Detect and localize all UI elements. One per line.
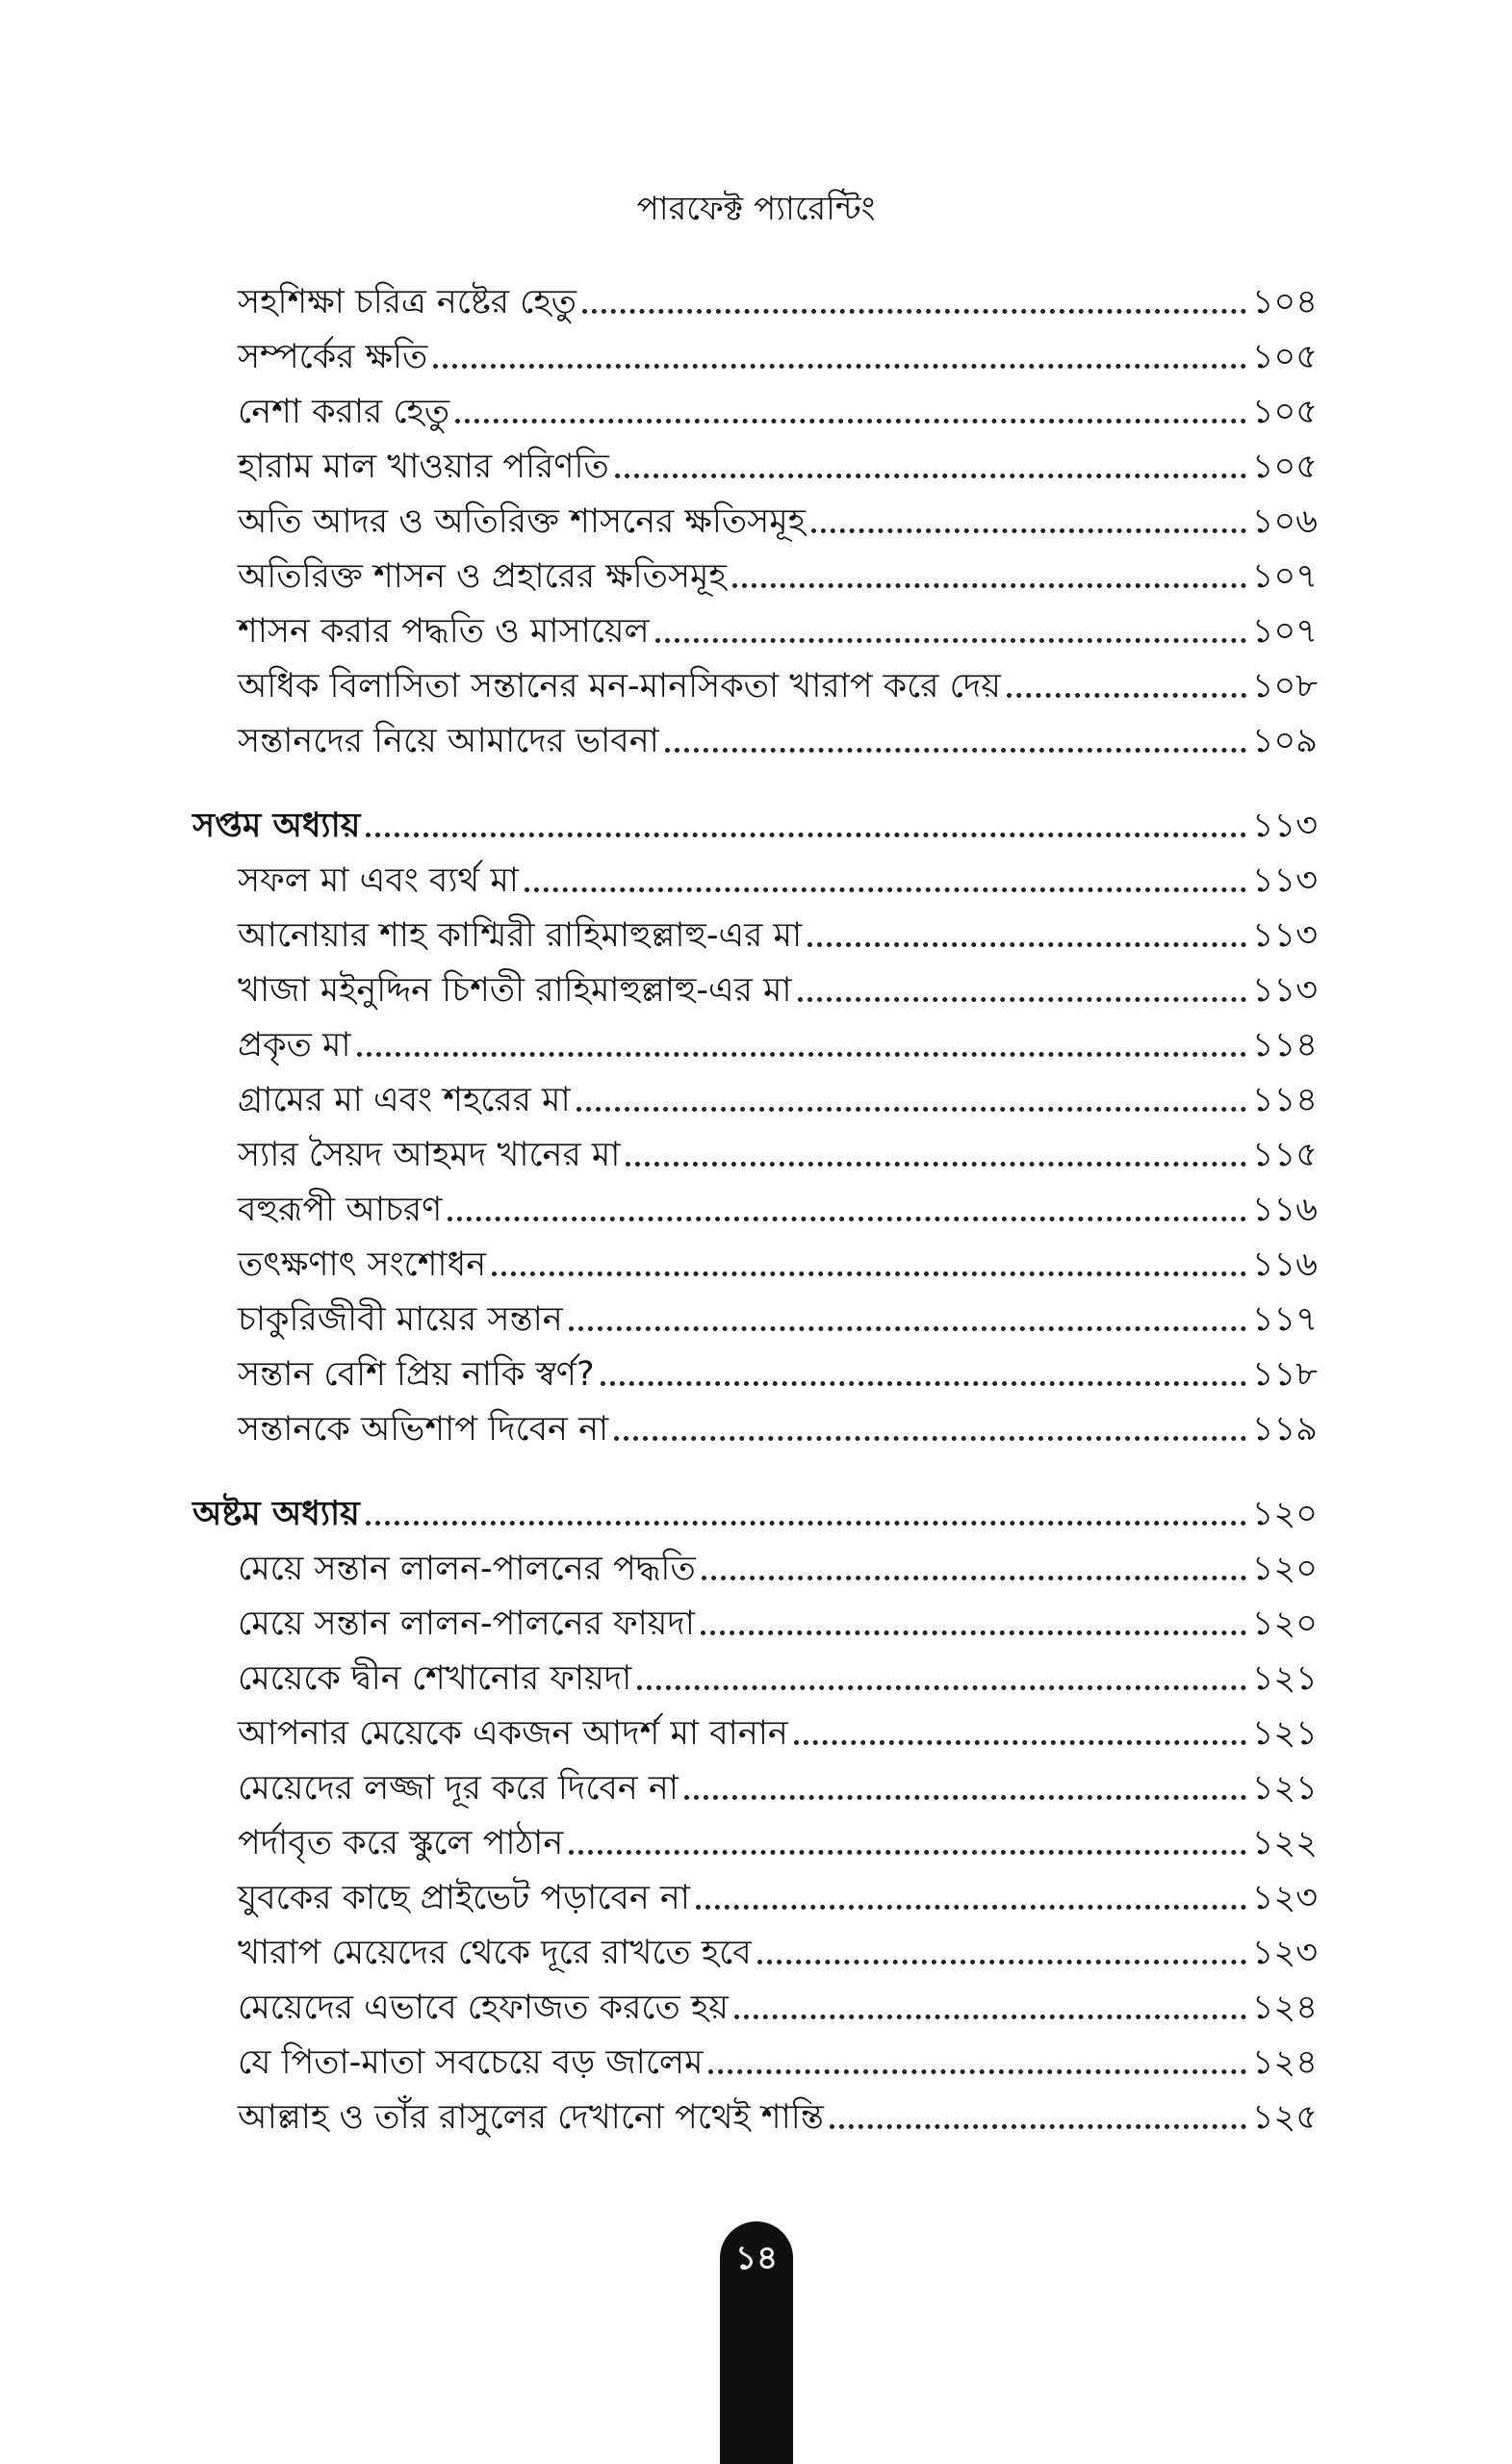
toc-entry-page: ১০৮ [1251,667,1318,706]
toc-entry-title: সন্তানকে অভিশাপ দিবেন না [238,1410,609,1449]
toc-entry [238,1343,1318,1398]
toc-entry-title: অতি আদর ও অতিরিক্ত শাসনের ক্ষতিসমূহ [238,502,807,541]
toc-entry-title: প্রকৃত মা [238,1026,351,1065]
dot-leader [684,1795,1246,1800]
toc-entry-title: মেয়ে সন্তান লালন-পালনের ফায়দা [238,1604,695,1643]
toc-entry-page: ১১৫ [1251,1136,1318,1174]
toc-entry-title: অষ্টম অধ্যায় [192,1495,360,1533]
toc-entry-title: সন্তানদের নিয়ে আমাদের ভাবনা [238,722,659,760]
toc-entry [238,1537,1318,1592]
toc-entry [238,959,1318,1014]
dot-leader [665,748,1246,753]
toc-entry [238,849,1318,904]
page-number-tab [720,2221,793,2464]
dot-leader [655,638,1246,643]
toc-entry-page: ১২০ [1251,1604,1318,1643]
toc-entry-page: ১২১ [1251,1714,1318,1753]
toc-entry [238,1811,1318,1866]
dot-leader [830,2124,1246,2129]
toc-entry-title: গ্রামের মা এবং শহরের মা [238,1081,571,1119]
dot-leader [626,1162,1245,1167]
dot-leader [696,1905,1246,1910]
toc-entry [238,1178,1318,1233]
toc-entry-page: ১২১ [1251,1769,1318,1808]
dot-leader [615,474,1246,478]
toc-entry-title: সন্তান বেশি প্রিয় নাকি স্বর্ণ? [238,1355,595,1394]
toc-entry-page: ১১৬ [1251,1191,1318,1229]
toc-entry-page: ১১৩ [1251,916,1318,955]
dot-leader [798,997,1246,1002]
dot-leader [732,583,1246,588]
toc-entry-title: সম্পর্কের ক্ষতি [238,338,428,376]
dot-leader [701,1630,1246,1635]
toc-entry-page: ১১৪ [1251,1081,1318,1119]
toc-entry-page: ১০৫ [1251,338,1318,376]
dot-leader [577,1107,1246,1112]
toc-entry-title: চাকুরিজীবী মায়ের সন্তান [238,1300,563,1339]
toc-entry-title: মেয়েকে দ্বীন শেখানোর ফায়দা [238,1659,632,1698]
toc-entry-page: ১১৩ [1251,971,1318,1010]
toc-entry-title: সপ্তম অধ্যায় [192,807,361,845]
toc-entry [238,1921,1318,1976]
toc-entry [238,270,1318,325]
dot-leader [366,833,1245,837]
toc-entry-page: ১২৫ [1251,2098,1318,2137]
dot-leader [637,1685,1246,1690]
toc-entry [238,545,1318,600]
toc-entry-page: ১০৯ [1251,722,1318,760]
toc-entry-title: যে পিতা-মাতা সবচেয়ে বড় জালেম [238,2043,704,2082]
toc-entry [238,1866,1318,1921]
toc-entry [238,325,1318,380]
toc-entry-page: ১১৪ [1251,1026,1318,1065]
toc-entry-page: ১২০ [1251,1550,1318,1588]
toc-entry-title: আনোয়ার শাহ কাশ্মিরী রাহিমাহুল্লাহু-এর মা [238,916,803,955]
dot-leader [614,1436,1246,1441]
dot-leader [366,1521,1246,1526]
toc-entry-title: মেয়ে সন্তান লালন-পালনের পদ্ধতি [238,1550,696,1588]
toc-entry-page: ১১৯ [1251,1410,1318,1449]
toc-entry-page: ১১৮ [1251,1355,1318,1394]
toc-entry-page: ১০৭ [1251,557,1318,596]
toc-entry [238,1123,1318,1178]
toc-chapter-heading [192,1482,1318,1537]
toc-entry-page: ১০৭ [1251,612,1318,651]
toc-entry [238,904,1318,959]
running-header: পারফেক্ট প্যারেন্টিং [636,190,876,228]
toc-entry [238,1233,1318,1288]
toc-entry-title: স্যার সৈয়দ আহমদ খানের মা [238,1136,621,1174]
toc-entry [238,1647,1318,1702]
toc-entry-title: যুবকের কাছে প্রাইভেট পড়াবেন না [238,1879,690,1917]
toc-entry-page: ১২৪ [1251,2043,1318,2082]
page-number: ১৪ [734,2239,779,2277]
toc-entry [238,1068,1318,1123]
toc-entry-title: সহশিক্ষা চরিত্র নষ্টের হেতু [238,283,577,321]
toc-entry [238,435,1318,490]
dot-leader [601,1381,1246,1386]
toc-entry [238,490,1318,545]
dot-leader [433,364,1246,369]
toc-entry-page: ১১৬ [1251,1245,1318,1284]
dot-leader [569,1850,1246,1855]
dot-leader [492,1271,1246,1276]
toc-entry [238,1398,1318,1452]
toc-entry-title: শাসন করার পদ্ধতি ও মাসায়েল [238,612,650,651]
toc-entry-page: ১১৭ [1251,1300,1318,1339]
toc-entry-title: তৎক্ষণাৎ সংশোধন [238,1245,487,1284]
dot-leader [1007,693,1246,698]
toc-entry-title: নেশা করার হেতু [238,393,450,431]
dot-leader [811,528,1246,533]
toc-entry-page: ১২৩ [1251,1879,1318,1917]
toc-entry-page: ১২৩ [1251,1934,1318,1972]
toc-entry-page: ১০৫ [1251,393,1318,431]
toc-entry-title: আল্লাহ ও তাঁর রাসুলের দেখানো পথেই শান্তি [238,2098,824,2137]
toc-entry-page: ১০৫ [1251,448,1318,486]
toc-entry-page: ১০৪ [1251,283,1318,321]
dot-leader [525,887,1246,892]
dot-leader [448,1217,1245,1221]
toc-entry-page: ১২৪ [1251,1989,1318,2027]
toc-entry [238,2086,1318,2141]
dot-leader [569,1326,1246,1331]
dot-leader [455,419,1246,424]
toc-entry [238,1014,1318,1068]
toc-entry-title: আপনার মেয়েকে একজন আদর্শ মা বানান [238,1714,788,1753]
toc-entry-title: অতিরিক্ত শাসন ও প্রহারের ক্ষতিসমূহ [238,557,727,596]
toc-entry-page: ১২১ [1251,1659,1318,1698]
toc-entry-title: পর্দাবৃত করে স্কুলে পাঠান [238,1824,564,1862]
toc-entry-title: অধিক বিলাসিতা সন্তানের মন-মানসিকতা খারাপ করে দেয় [238,667,1001,706]
toc-entry [238,1288,1318,1343]
toc-entry-title: খারাপ মেয়েদের থেকে দূরে রাখতে হবে [238,1934,752,1972]
toc-entry [238,1976,1318,2031]
toc-chapter-heading [192,794,1318,849]
toc-entry-title: হারাম মাল খাওয়ার পরিণতি [238,448,609,486]
toc-entry-title: মেয়েদের এভাবে হেফাজত করতে হয় [238,1989,729,2027]
toc-entry [238,1592,1318,1647]
toc-entry [238,380,1318,435]
dot-leader [702,1576,1246,1580]
dot-leader [757,1960,1246,1964]
toc-entry [238,709,1318,764]
toc-entry [238,1702,1318,1757]
dot-leader [708,2069,1245,2074]
dot-leader [807,942,1246,947]
toc-entry [238,2031,1318,2086]
toc-entry-page: ১১৩ [1251,807,1318,845]
dot-leader [357,1052,1246,1057]
toc-entry-title: খাজা মইনুদ্দিন চিশতী রাহিমাহুল্লাহু-এর মা [238,971,792,1010]
toc-entry-page: ১২২ [1251,1824,1318,1862]
dot-leader [734,2015,1246,2019]
toc-entry [238,654,1318,709]
toc-entry-page: ১০৬ [1251,502,1318,541]
toc-entry-title: বহুরূপী আচরণ [238,1191,443,1229]
toc-entry-title: সফল মা এবং ব্যর্থ মা [238,861,519,900]
toc-entry [238,1757,1318,1811]
toc-entry-title: মেয়েদের লজ্জা দূর করে দিবেন না [238,1769,679,1808]
dot-leader [794,1740,1246,1745]
dot-leader [582,309,1246,314]
toc-entry-page: ১২০ [1251,1495,1318,1533]
toc-entry-page: ১১৩ [1251,861,1318,900]
toc-entry [238,600,1318,654]
